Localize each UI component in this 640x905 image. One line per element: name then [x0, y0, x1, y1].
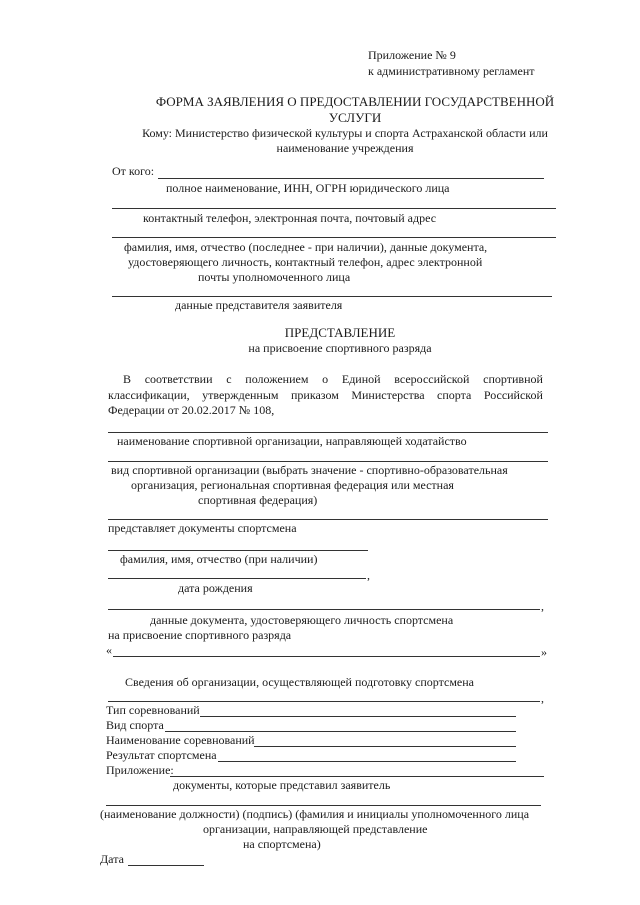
signature-hint-line3: на спортсмена)	[243, 837, 321, 851]
comma: ,	[541, 691, 544, 705]
quote-close: »	[541, 645, 547, 659]
contacts-line	[112, 237, 556, 238]
body-para-line2	[108, 388, 543, 403]
sport-label: Вид спорта	[106, 718, 164, 732]
hint-rep-line2: удостоверяющего личность, контактный телефон, адрес электронной	[128, 255, 483, 269]
hint-birth-date: дата рождения	[178, 581, 253, 595]
appendix-regulation: к административному регламент	[368, 64, 535, 78]
org-type-value-line	[108, 519, 548, 520]
form-title-line2: УСЛУГИ	[328, 110, 382, 125]
word: Министерства	[351, 388, 425, 402]
hint-athlete-doc: данные документа, удостоверяющего личность спортсмена	[150, 613, 454, 627]
word: о	[322, 372, 329, 386]
org-name-line	[108, 432, 548, 433]
hint-org-name: наименование спортивной организации, направляющей ходатайство	[117, 434, 467, 448]
hint-legal-entity: полное наименование, ИНН, ОГРН юридического лица	[166, 181, 450, 195]
word: всероссийской	[394, 372, 470, 386]
to-line1: Кому: Министерство физической культуры и спорта Астраханской области или	[142, 126, 548, 140]
hint-org-type-line2: организация, региональная спортивная федерация или местная	[131, 478, 454, 492]
attachment-field[interactable]	[170, 776, 544, 777]
word: приказом	[290, 388, 339, 402]
competition-type-label: Тип соревнований	[106, 703, 200, 717]
date-label: Дата	[100, 852, 124, 866]
word: спорта	[437, 388, 472, 402]
hint-org-type-line3: спортивная федерация)	[198, 493, 318, 507]
for-rank-text: на присвоение спортивного разряда	[108, 628, 292, 642]
birth-date-line	[108, 578, 366, 579]
legal-entity-line	[112, 208, 556, 209]
hint-org-type-line1: вид спортивной организации (выбрать значение - спортивно-образовательная	[111, 463, 508, 477]
from-line	[158, 178, 544, 179]
training-org-line	[108, 701, 540, 702]
signature-line[interactable]	[106, 805, 541, 806]
quote-open: «	[106, 643, 112, 657]
athlete-doc-line	[108, 609, 540, 610]
hint-applicant-docs: документы, которые представил заявитель	[173, 778, 391, 792]
word: спортивной	[483, 372, 543, 386]
representation-title: ПРЕДСТАВЛЕНИЕ	[284, 325, 396, 340]
word: Российской	[483, 388, 543, 402]
word: утвержденным	[202, 388, 279, 402]
signature-hint-line1: (наименование должности) (подпись) (фамилия и инициалы уполномоченного лица	[100, 807, 530, 821]
date-field[interactable]	[128, 865, 204, 866]
word: Единой	[341, 372, 381, 386]
form-title-line1: ФОРМА ЗАЯВЛЕНИЯ О ПРЕДОСТАВЛЕНИИ ГОСУДАРСТВЕННОЙ	[155, 94, 555, 109]
org-type-line	[108, 461, 548, 462]
comma: ,	[367, 568, 370, 582]
representation-subtitle: на присвоение спортивного разряда	[248, 341, 432, 355]
competition-name-label: Наименование соревнований	[106, 733, 255, 747]
to-line2: наименование учреждения	[276, 141, 414, 155]
body-para-line1	[123, 372, 543, 387]
attachment-label: Приложение:	[106, 763, 174, 777]
body-para-line3: Федерации от 20.02.2017 № 108,	[108, 403, 275, 417]
word: с	[226, 372, 232, 386]
word: положением	[245, 372, 309, 386]
word: классификации,	[108, 388, 190, 402]
hint-contacts: контактный телефон, электронная почта, почтовый адрес	[143, 211, 437, 225]
training-org-text: Сведения об организации, осуществляющей подготовку спортсмена	[125, 675, 474, 689]
hint-rep-line1: фамилия, имя, отчество (последнее - при наличии), данные документа,	[124, 240, 488, 254]
hint-rep-line3: почты уполномоченного лица	[198, 270, 351, 284]
competition-name-field[interactable]	[254, 746, 516, 747]
result-label: Результат спортсмена	[106, 748, 217, 762]
signature-hint-line2: организации, направляющей представление	[203, 822, 428, 836]
representative-line	[112, 296, 552, 297]
from-label: От кого:	[112, 164, 155, 178]
word: В	[123, 372, 132, 386]
sport-field[interactable]	[165, 731, 516, 732]
word: соответствии	[144, 372, 213, 386]
comma: ,	[541, 599, 544, 613]
hint-athlete-name: фамилия, имя, отчество (при наличии)	[120, 552, 318, 566]
hint-applicant-rep: данные представителя заявителя	[175, 298, 343, 312]
result-field[interactable]	[218, 761, 516, 762]
appendix-number: Приложение № 9	[368, 48, 456, 62]
rank-line	[113, 656, 540, 657]
athlete-name-line	[108, 550, 368, 551]
competition-type-field[interactable]	[200, 716, 516, 717]
presents-text: представляет документы спортсмена	[108, 521, 297, 535]
